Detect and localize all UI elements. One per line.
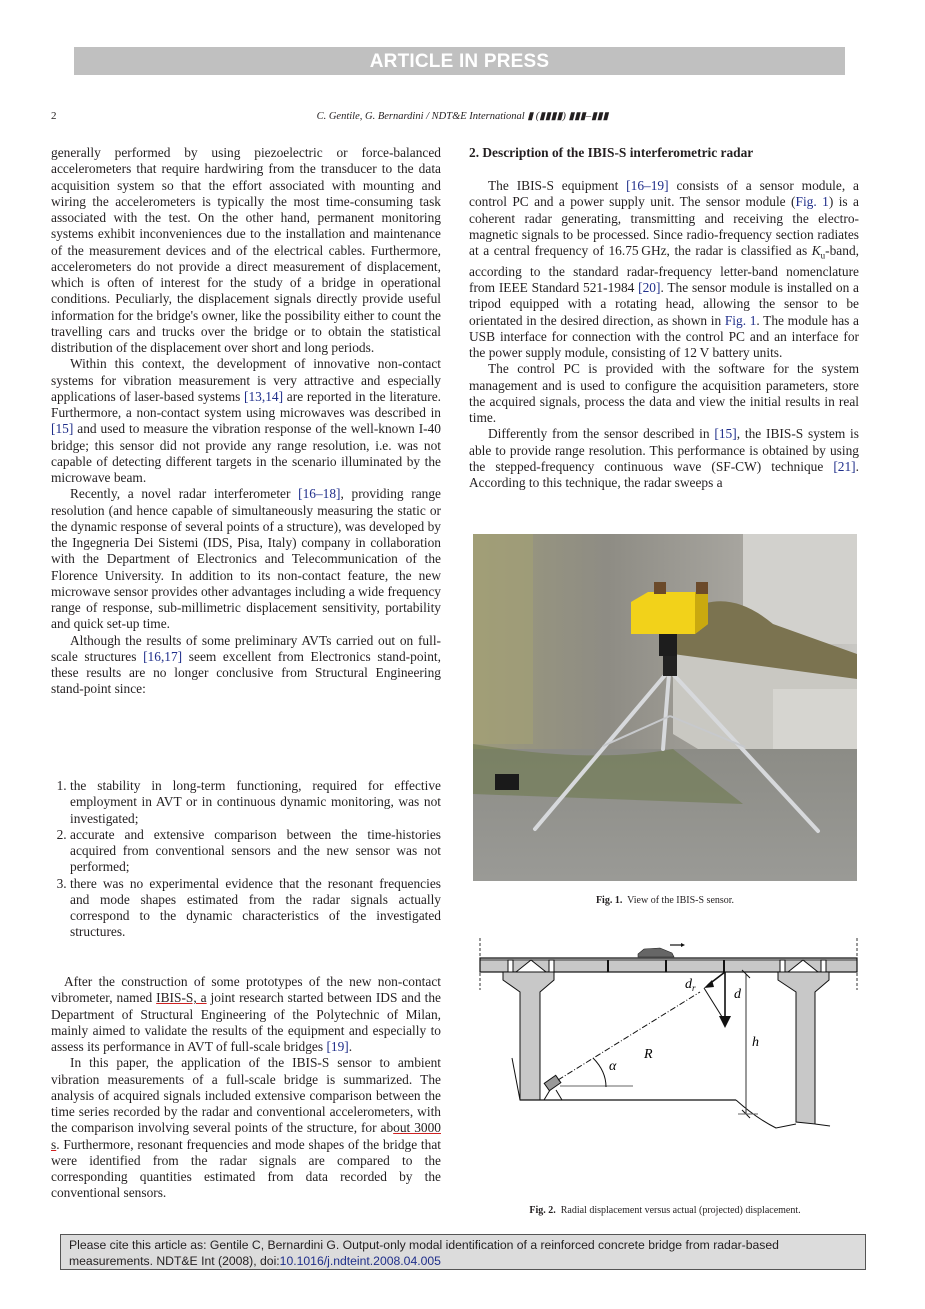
text: Recently, a novel radar interferometer xyxy=(70,486,299,502)
reference-link[interactable]: [13,14] xyxy=(244,388,284,404)
text: u xyxy=(820,250,826,261)
text: The IBIS-S equipment xyxy=(488,178,627,193)
h-label: h xyxy=(752,1035,759,1050)
text: ) is a coherent radar generating, transmitting and receiving the electro-magnetic signals to be processed. Since radio-frequency section radiates at a central frequency of 16.75 GHz, the radar is classified as xyxy=(469,194,859,258)
dr-label: $d_r$ xyxy=(685,977,696,993)
text: seem excellent from Electronics stand-point, these results are no longer conclusive from Structural Engineering stand-point since: xyxy=(51,648,441,697)
reference-link[interactable]: [16–18] xyxy=(298,486,341,502)
caption-label: Fig. 1. xyxy=(595,895,623,906)
right-column xyxy=(469,145,859,491)
figure-1-photo xyxy=(473,534,857,881)
car-icon xyxy=(638,943,685,957)
paragraph xyxy=(469,178,859,361)
text: Although the results of some preliminary AVTs carried out on full-scale structures xyxy=(51,632,441,664)
text: -band, according to the standard radar-frequency letter-band nomenclature from IEEE Standard 521-1984 xyxy=(469,243,859,296)
left-column xyxy=(51,145,441,698)
running-head: C. Gentile, G. Bernardini / NDT&E International ▮ (▮▮▮▮) ▮▮▮–▮▮▮ xyxy=(316,111,609,122)
section-heading: 2. Description of the IBIS-S interferometric radar xyxy=(469,145,754,160)
paragraph xyxy=(51,356,441,486)
annotated-text: out 3000 s xyxy=(51,1120,441,1152)
caption-text: View of the IBIS-S sensor. xyxy=(627,895,735,906)
paragraph xyxy=(51,974,441,1055)
annotated-text: IBIS-S, a xyxy=(156,990,207,1006)
caption-label: Fig. 2. xyxy=(529,1205,556,1216)
reference-link[interactable]: [15] xyxy=(51,421,74,437)
reference-link[interactable]: [19] xyxy=(326,1039,349,1054)
R-label: R xyxy=(644,1047,653,1062)
battery xyxy=(495,774,519,790)
list-item: 1. the stability in long-term functioning, required for effective employment in AVT or in continuous dynamic monitoring, was not investigated; xyxy=(70,778,441,827)
page-number: 2 xyxy=(51,110,57,122)
text: consists of a sensor module, a control PC and a power supply unit. The sensor module ( xyxy=(469,178,859,210)
text: . xyxy=(348,1039,353,1054)
citation-box xyxy=(60,1234,866,1270)
list-item: 3. there was no experimental evidence that the resonant frequencies and mode shapes estimated from the radar signals actually correspond to the dynamic characteristics of the investigated structures. xyxy=(70,876,441,941)
bridge-radar-diagram xyxy=(476,938,860,1130)
text: and used to measure the vibration response of the well-known I-40 bridge; this sensor did not provide any range resolution, i.e. was not capable of detecting different targets in the scenario illuminated by the microwave beam. xyxy=(51,421,441,485)
paragraph xyxy=(51,633,441,698)
figure-1-caption xyxy=(470,895,860,906)
reference-link[interactable]: [20] xyxy=(638,280,661,296)
text: K xyxy=(811,243,821,258)
text: . Furthermore, resonant frequencies and mode shapes of the bridge that were identified from the radar signals are compared to the corresponding quantities estimated from data recorded by the conventional sensors. xyxy=(51,1136,441,1201)
list-item: 2. accurate and extensive comparison between the time-histories acquired from conventional sensors and the new sensor was not performed; xyxy=(70,827,441,876)
text: Within this context, the development of innovative non-contact systems for vibration measurement is very attractive and especially applications of laser-based systems xyxy=(51,356,441,404)
text: joint research started between IDS and the Department of Structural Engineering of the Polytechnic of Milan, mainly aimed to validate the results of the equipment and especially to assess its performance in AVT of full-scale bridges xyxy=(51,990,441,1054)
text: , the IBIS-S system is able to provide range resolution. This performance is obtained by using the stepped-frequency continuous wave (SF-CW) technique xyxy=(469,426,859,474)
text: . The sensor module is installed on a tripod equipped with a rotating head, allowing the sensor to be orientated in the desired direction, as shown in xyxy=(469,280,860,328)
numbered-list xyxy=(51,778,441,941)
text: , providing range resolution (and hence capable of simultaneously measuring the static or the dynamic response of several points of a structure), was developed by the Ingegneria Dei Sistemi (IDS, Pisa, Italy) company in collaboration with the Department of Electronics and Telecommunication of the Florence University. In addition to its non-contact feature, the new microwave sensor provides other advantages including a wide frequency range of response, sub-millimetric displacement sensitivity, portability and quick set-up time. xyxy=(51,486,441,632)
reference-link[interactable]: [21] xyxy=(833,458,856,474)
article-in-press-banner: ARTICLE IN PRESS xyxy=(74,47,845,75)
doi-link[interactable]: 10.1016/j.ndteint.2008.04.005 xyxy=(279,1254,441,1268)
paragraph xyxy=(51,1055,441,1201)
alpha-label: α xyxy=(609,1059,617,1074)
text: In this paper, the application of the IBIS-S sensor to ambient vibration measurements of a full-scale bridge is summarized. The analysis of acquired signals included extensive comparison between the time series recorded by the radar and conventional accelerometers, with the comparison involving several points of the structure, for ab xyxy=(51,1055,441,1136)
figure-link[interactable]: Fig. 1 xyxy=(795,194,829,210)
paragraph xyxy=(469,426,859,491)
citation-text: Please cite this article as: Gentile C, Bernardini G. Output-only modal identification of a reinforced concrete bridge from radar-based measurements. NDT&E Int (2008), doi: xyxy=(69,1238,779,1268)
paragraph: The control PC is provided with the software for the system management and is used to configure the acquisition parameters, store the acquired signals, process the data and view the initial results in real time. xyxy=(469,361,859,426)
text: . The module has a USB interface for connection with the control PC and an interface for the power supply module, consisting of 12 V battery units. xyxy=(469,312,859,361)
text: . According to this technique, the radar sweeps a xyxy=(469,458,859,491)
d-label: d xyxy=(734,987,741,1002)
figure-link[interactable]: Fig. 1 xyxy=(724,312,757,328)
figure-2-caption xyxy=(470,1205,860,1216)
text: After the construction of some prototypes of the new non-contact vibrometer, named xyxy=(51,974,441,1006)
reference-link[interactable]: [16–19] xyxy=(626,178,669,193)
sensor-tripod-photo xyxy=(473,534,857,881)
reference-link[interactable]: [16,17] xyxy=(143,648,183,664)
paragraph xyxy=(51,486,441,632)
caption-text: Radial displacement versus actual (projected) displacement. xyxy=(560,1205,801,1216)
text: Differently from the sensor described in xyxy=(488,426,715,442)
paragraph: generally performed by using piezoelectric or force-balanced accelerometers that require hardwiring from the transducer to the data acquisition system so that the effort associated with mounting and wiring the accelerometers is typically the most time-consuming task associated with the test. On the other hand, permanent monitoring systems exhibit inconveniences due to the installation and maintenance of the measurement devices and of the electrical cables. Furthermore, accelerometers do not provide a direct measurement of displacement, which is often of interest for the study of a bridge in operational conditions. Peculiarly, the displacement signals directly provide useful information for the bridge's owner, like the possibility either to count the travelling cars and trucks over the bridge or to obtain the statistical distribution of the displacement over short and long periods. xyxy=(51,145,441,355)
text: are reported in the literature. Furthermore, a non-contact system using microwaves was described in xyxy=(51,388,441,420)
left-column-lower xyxy=(51,974,441,1202)
reference-link[interactable]: [15] xyxy=(714,426,737,442)
figure-2-diagram xyxy=(476,938,860,1130)
